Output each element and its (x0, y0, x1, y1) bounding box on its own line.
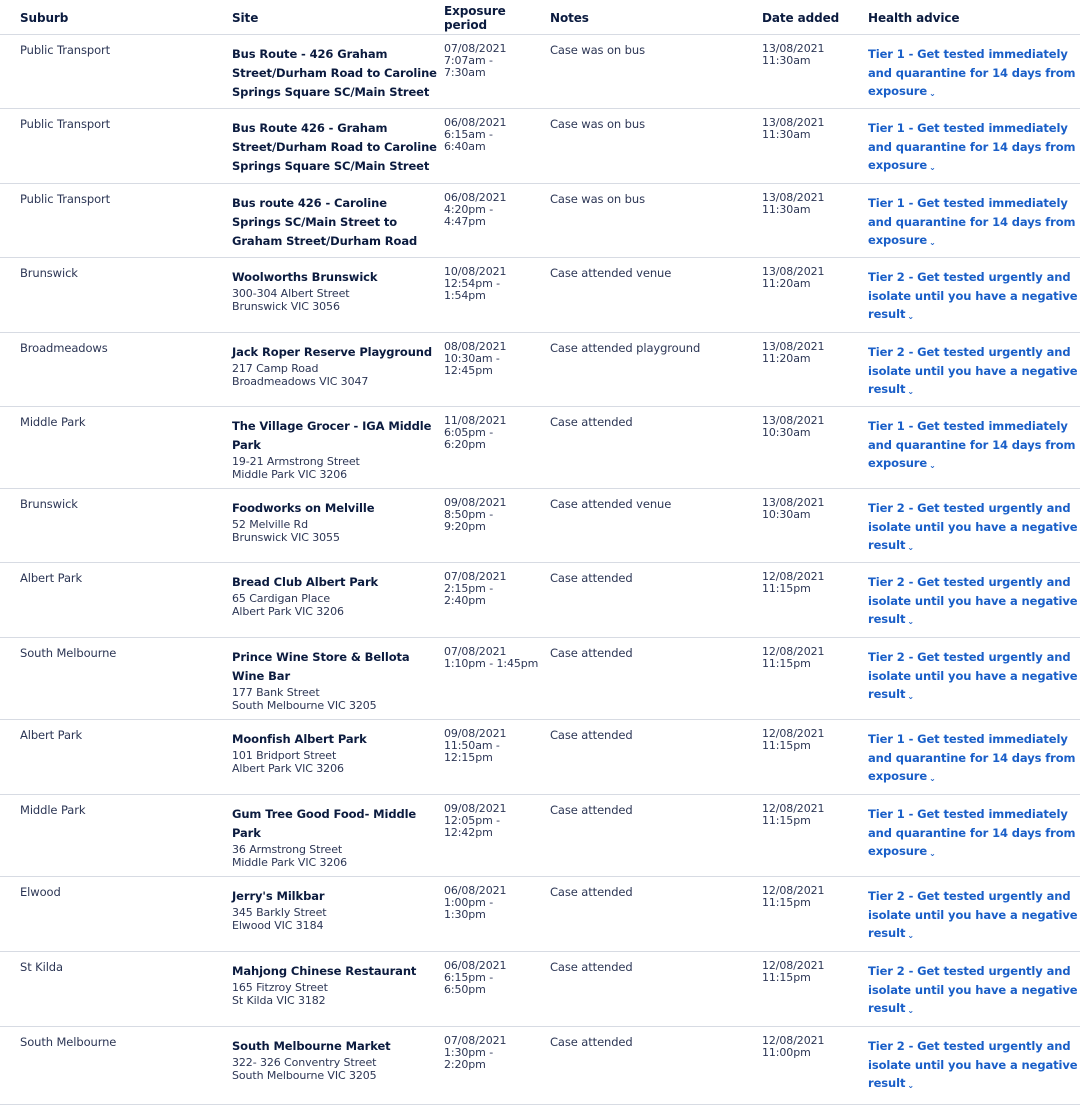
exposure-start-time: 12:05pm - (444, 814, 500, 827)
site-address-line: 217 Camp Road (232, 362, 319, 375)
time-added: 10:30am (762, 508, 811, 521)
date-added-cell (762, 795, 868, 876)
date-added: 13/08/2021 (762, 340, 825, 353)
date-added-cell (762, 720, 868, 794)
site-address-line: 19-21 Armstrong Street (232, 455, 360, 468)
site-name: Jerry's Milkbar (232, 889, 325, 903)
health-advice-toggle[interactable] (868, 417, 1080, 473)
table-row (0, 184, 1080, 258)
site-address-line: 165 Fitzroy Street (232, 981, 328, 994)
suburb-cell: Albert Park (20, 728, 83, 742)
exposure-start-time: 8:50pm - (444, 508, 494, 521)
site-cell (232, 638, 444, 719)
site-name: Mahjong Chinese Restaurant (232, 964, 417, 978)
exposure-cell (444, 720, 550, 794)
exposure-cell (444, 563, 550, 637)
exposure-start-time: 6:05pm - (444, 426, 494, 439)
exposure-cell (444, 35, 550, 108)
health-advice-text: Tier 2 - Get tested urgently and isolate until you have a negative result (868, 964, 1078, 1015)
suburb-cell: Brunswick (20, 266, 78, 280)
date-added-cell (762, 184, 868, 257)
site-address-line: 300-304 Albert Street (232, 287, 350, 300)
health-advice-toggle[interactable] (868, 45, 1080, 101)
health-advice-toggle[interactable] (868, 194, 1080, 250)
exposure-end-time: 6:50pm (444, 983, 486, 996)
health-advice-cell (868, 563, 1080, 637)
exposure-end-time: 6:20pm (444, 438, 486, 451)
exposure-end-time: 4:47pm (444, 215, 486, 228)
date-added: 12/08/2021 (762, 959, 825, 972)
suburb-cell: Elwood (20, 885, 61, 899)
site-name: Woolworths Brunswick (232, 270, 378, 284)
table-row (0, 407, 1080, 489)
exposure-cell (444, 1027, 550, 1104)
exposure-date: 09/08/2021 (444, 802, 507, 815)
time-added: 11:30am (762, 54, 811, 67)
notes-cell: Case attended (550, 571, 633, 585)
exposure-date: 07/08/2021 (444, 645, 507, 658)
health-advice-text: Tier 1 - Get tested immediately and quarantine for 14 days from exposure (868, 196, 1076, 247)
site-cell (232, 952, 444, 1026)
health-advice-cell (868, 258, 1080, 332)
site-address-line: 345 Barkly Street (232, 906, 327, 919)
health-advice-cell (868, 109, 1080, 183)
exposure-start-time: 2:15pm - (444, 582, 494, 595)
suburb-cell: Albert Park (20, 571, 83, 585)
site-name: Bus Route - 426 Graham Street/Durham Road to Caroline Springs Square SC/Main Street (232, 47, 437, 99)
table-row (0, 638, 1080, 720)
exposure-cell (444, 489, 550, 562)
site-address-line: Broadmeadows VIC 3047 (232, 375, 369, 388)
suburb-cell: Public Transport (20, 117, 111, 131)
exposure-cell (444, 795, 550, 876)
time-added: 11:30am (762, 203, 811, 216)
exposure-cell (444, 952, 550, 1026)
exposure-end-time: 12:45pm (444, 364, 493, 377)
date-added: 13/08/2021 (762, 116, 825, 129)
date-added: 13/08/2021 (762, 42, 825, 55)
suburb-cell: South Melbourne (20, 646, 117, 660)
chevron-down-icon: ⌄ (907, 692, 914, 701)
site-cell (232, 1027, 444, 1104)
site-cell (232, 333, 444, 406)
site-name: Gum Tree Good Food- Middle Park (232, 807, 417, 840)
date-added-cell (762, 35, 868, 108)
exposure-start-time: 4:20pm - (444, 203, 494, 216)
notes-cell: Case attended venue (550, 266, 672, 280)
suburb-cell: Middle Park (20, 415, 86, 429)
header-site: Site (232, 11, 259, 25)
notes-cell: Case was on bus (550, 43, 645, 57)
health-advice-text: Tier 1 - Get tested immediately and quarantine for 14 days from exposure (868, 47, 1076, 98)
chevron-down-icon: ⌄ (929, 238, 936, 247)
exposure-start-time: 11:50am - (444, 739, 500, 752)
health-advice-text: Tier 1 - Get tested immediately and quarantine for 14 days from exposure (868, 121, 1076, 172)
site-name: Bread Club Albert Park (232, 575, 379, 589)
notes-cell: Case attended (550, 646, 633, 660)
exposure-cell (444, 258, 550, 332)
exposure-date: 06/08/2021 (444, 191, 507, 204)
date-added: 12/08/2021 (762, 727, 825, 740)
suburb-cell: South Melbourne (20, 1035, 117, 1049)
date-added-cell (762, 638, 868, 719)
health-advice-text: Tier 2 - Get tested urgently and isolate until you have a negative result (868, 501, 1078, 552)
site-address-line: Brunswick VIC 3055 (232, 531, 340, 544)
health-advice-text: Tier 2 - Get tested urgently and isolate until you have a negative result (868, 345, 1078, 396)
site-name: Prince Wine Store & Bellota Wine Bar (232, 650, 410, 683)
site-cell (232, 35, 444, 108)
header-suburb: Suburb (20, 11, 69, 25)
site-address-line: 101 Bridport Street (232, 749, 337, 762)
site-cell (232, 109, 444, 183)
exposure-end-time: 7:30am (444, 66, 486, 79)
time-added: 11:15pm (762, 739, 811, 752)
site-address-line: South Melbourne VIC 3205 (232, 1069, 377, 1082)
chevron-down-icon: ⌄ (907, 312, 914, 321)
exposure-date: 10/08/2021 (444, 265, 507, 278)
table-header-row (0, 0, 1080, 35)
health-advice-cell (868, 35, 1080, 108)
site-cell (232, 720, 444, 794)
suburb-cell: St Kilda (20, 960, 63, 974)
health-advice-text: Tier 1 - Get tested immediately and quarantine for 14 days from exposure (868, 732, 1076, 783)
site-name: Moonfish Albert Park (232, 732, 367, 746)
time-added: 11:30am (762, 128, 811, 141)
exposure-end-time: 9:20pm (444, 520, 486, 533)
date-added-cell (762, 563, 868, 637)
suburb-cell: Broadmeadows (20, 341, 108, 355)
health-advice-toggle[interactable] (868, 1037, 1080, 1093)
health-advice-cell (868, 184, 1080, 257)
site-name: Bus Route 426 - Graham Street/Durham Road to Caroline Springs Square SC/Main Street (232, 121, 437, 173)
exposure-cell (444, 407, 550, 488)
chevron-down-icon: ⌄ (907, 931, 914, 940)
table-row (0, 952, 1080, 1027)
exposure-date: 06/08/2021 (444, 884, 507, 897)
health-advice-text: Tier 2 - Get tested urgently and isolate until you have a negative result (868, 889, 1078, 940)
site-name: South Melbourne Market (232, 1039, 391, 1053)
site-address-line: Elwood VIC 3184 (232, 919, 324, 932)
exposure-end-time: 1:30pm (444, 908, 486, 921)
suburb-cell: Brunswick (20, 497, 78, 511)
health-advice-cell (868, 638, 1080, 719)
health-advice-text: Tier 1 - Get tested immediately and quarantine for 14 days from exposure (868, 807, 1076, 858)
suburb-cell: Public Transport (20, 43, 111, 57)
date-added: 13/08/2021 (762, 414, 825, 427)
exposure-date: 07/08/2021 (444, 1034, 507, 1047)
time-added: 10:30am (762, 426, 811, 439)
site-address-line: Albert Park VIC 3206 (232, 762, 344, 775)
site-address-line: St Kilda VIC 3182 (232, 994, 326, 1007)
chevron-down-icon: ⌄ (929, 849, 936, 858)
health-advice-cell (868, 952, 1080, 1026)
health-advice-toggle[interactable] (868, 805, 1080, 861)
time-added: 11:20am (762, 277, 811, 290)
time-added: 11:15pm (762, 582, 811, 595)
health-advice-cell (868, 877, 1080, 951)
site-address-line: South Melbourne VIC 3205 (232, 699, 377, 712)
site-cell (232, 407, 444, 488)
health-advice-text: Tier 2 - Get tested urgently and isolate until you have a negative result (868, 575, 1078, 626)
exposure-start-time: 1:10pm - 1:45pm (444, 657, 539, 670)
notes-cell: Case attended (550, 728, 633, 742)
exposure-date: 08/08/2021 (444, 340, 507, 353)
site-cell (232, 184, 444, 257)
health-advice-cell (868, 795, 1080, 876)
table-row (0, 258, 1080, 333)
table-row (0, 563, 1080, 638)
header-notes: Notes (550, 11, 589, 25)
date-added-cell (762, 109, 868, 183)
exposure-end-time: 2:40pm (444, 594, 486, 607)
notes-cell: Case attended (550, 885, 633, 899)
health-advice-toggle[interactable] (868, 573, 1080, 629)
site-name: Foodworks on Melville (232, 501, 375, 515)
notes-cell: Case attended playground (550, 341, 701, 355)
exposure-end-time: 12:15pm (444, 751, 493, 764)
suburb-cell: Public Transport (20, 192, 111, 206)
notes-cell: Case attended (550, 415, 633, 429)
exposure-end-time: 2:20pm (444, 1058, 486, 1071)
date-added-cell (762, 333, 868, 406)
chevron-down-icon: ⌄ (907, 1081, 914, 1090)
health-advice-cell (868, 720, 1080, 794)
table-row (0, 877, 1080, 952)
exposure-cell (444, 333, 550, 406)
site-address-line: Albert Park VIC 3206 (232, 605, 344, 618)
health-advice-toggle[interactable] (868, 962, 1080, 1018)
chevron-down-icon: ⌄ (929, 461, 936, 470)
health-advice-toggle[interactable] (868, 119, 1080, 175)
exposure-end-time: 12:42pm (444, 826, 493, 839)
exposure-start-time: 1:00pm - (444, 896, 494, 909)
time-added: 11:15pm (762, 814, 811, 827)
time-added: 11:15pm (762, 896, 811, 909)
health-advice-text: Tier 2 - Get tested urgently and isolate until you have a negative result (868, 1039, 1078, 1090)
exposure-start-time: 1:30pm - (444, 1046, 494, 1059)
date-added-cell (762, 489, 868, 562)
time-added: 11:15pm (762, 971, 811, 984)
site-address-line: 322- 326 Conventry Street (232, 1056, 377, 1069)
exposure-cell (444, 638, 550, 719)
date-added-cell (762, 407, 868, 488)
chevron-down-icon: ⌄ (929, 163, 936, 172)
exposure-start-time: 6:15am - (444, 128, 493, 141)
site-address-line: 52 Melville Rd (232, 518, 308, 531)
exposure-date: 07/08/2021 (444, 570, 507, 583)
health-advice-toggle[interactable] (868, 730, 1080, 786)
table-row (0, 795, 1080, 877)
date-added-cell (762, 877, 868, 951)
site-name: The Village Grocer - IGA Middle Park (232, 419, 432, 452)
exposure-date: 09/08/2021 (444, 496, 507, 509)
site-address-line: Brunswick VIC 3056 (232, 300, 340, 313)
health-advice-toggle[interactable] (868, 887, 1080, 943)
table-row (0, 333, 1080, 407)
date-added: 13/08/2021 (762, 265, 825, 278)
date-added: 12/08/2021 (762, 802, 825, 815)
notes-cell: Case attended venue (550, 497, 672, 511)
table-row (0, 109, 1080, 184)
exposure-cell (444, 877, 550, 951)
chevron-down-icon: ⌄ (929, 89, 936, 98)
chevron-down-icon: ⌄ (907, 387, 914, 396)
table-row (0, 35, 1080, 109)
health-advice-toggle[interactable] (868, 648, 1080, 704)
header-date-added: Date added (762, 11, 840, 25)
exposure-date: 09/08/2021 (444, 727, 507, 740)
site-address-line: Middle Park VIC 3206 (232, 468, 348, 481)
exposure-date: 06/08/2021 (444, 116, 507, 129)
site-address-line: 177 Bank Street (232, 686, 320, 699)
site-cell (232, 563, 444, 637)
date-added: 12/08/2021 (762, 1034, 825, 1047)
date-added-cell (762, 258, 868, 332)
health-advice-text: Tier 1 - Get tested immediately and quarantine for 14 days from exposure (868, 419, 1076, 470)
header-health-advice: Health advice (868, 11, 960, 25)
exposure-date: 06/08/2021 (444, 959, 507, 972)
site-cell (232, 877, 444, 951)
health-advice-toggle[interactable] (868, 499, 1080, 555)
site-cell (232, 489, 444, 562)
notes-cell: Case attended (550, 1035, 633, 1049)
exposure-start-time: 6:15pm - (444, 971, 494, 984)
health-advice-text: Tier 2 - Get tested urgently and isolate until you have a negative result (868, 270, 1078, 321)
date-added-cell (762, 952, 868, 1026)
notes-cell: Case was on bus (550, 117, 645, 131)
exposure-date: 11/08/2021 (444, 414, 507, 427)
chevron-down-icon: ⌄ (907, 617, 914, 626)
site-name: Jack Roper Reserve Playground (232, 345, 433, 359)
notes-cell: Case attended (550, 803, 633, 817)
chevron-down-icon: ⌄ (907, 1006, 914, 1015)
notes-cell: Case attended (550, 960, 633, 974)
date-added: 12/08/2021 (762, 570, 825, 583)
exposure-cell (444, 109, 550, 183)
site-address-line: 65 Cardigan Place (232, 592, 331, 605)
date-added: 13/08/2021 (762, 496, 825, 509)
date-added: 12/08/2021 (762, 645, 825, 658)
exposure-start-time: 12:54pm - (444, 277, 500, 290)
header-exposure-period: Exposure period (444, 4, 506, 32)
table-row (0, 720, 1080, 795)
table-body (0, 35, 1080, 1105)
time-added: 11:20am (762, 352, 811, 365)
health-advice-cell (868, 1027, 1080, 1104)
date-added-cell (762, 1027, 868, 1104)
health-advice-text: Tier 2 - Get tested urgently and isolate until you have a negative result (868, 650, 1078, 701)
exposure-cell (444, 184, 550, 257)
exposure-end-time: 1:54pm (444, 289, 486, 302)
chevron-down-icon: ⌄ (907, 543, 914, 552)
date-added: 13/08/2021 (762, 191, 825, 204)
health-advice-toggle[interactable] (868, 268, 1080, 324)
health-advice-cell (868, 333, 1080, 406)
health-advice-toggle[interactable] (868, 343, 1080, 399)
exposure-start-time: 10:30am - (444, 352, 500, 365)
health-advice-cell (868, 489, 1080, 562)
date-added: 12/08/2021 (762, 884, 825, 897)
site-cell (232, 258, 444, 332)
exposure-date: 07/08/2021 (444, 42, 507, 55)
site-cell (232, 795, 444, 876)
time-added: 11:15pm (762, 657, 811, 670)
table-row (0, 1027, 1080, 1105)
chevron-down-icon: ⌄ (929, 774, 936, 783)
exposure-start-time: 7:07am - (444, 54, 493, 67)
site-name: Bus route 426 - Caroline Springs SC/Main Street to Graham Street/Durham Road (232, 196, 418, 248)
health-advice-cell (868, 407, 1080, 488)
notes-cell: Case was on bus (550, 192, 645, 206)
time-added: 11:00pm (762, 1046, 811, 1059)
exposure-end-time: 6:40am (444, 140, 486, 153)
site-address-line: Middle Park VIC 3206 (232, 856, 348, 869)
site-address-line: 36 Armstrong Street (232, 843, 343, 856)
suburb-cell: Middle Park (20, 803, 86, 817)
table-row (0, 489, 1080, 563)
